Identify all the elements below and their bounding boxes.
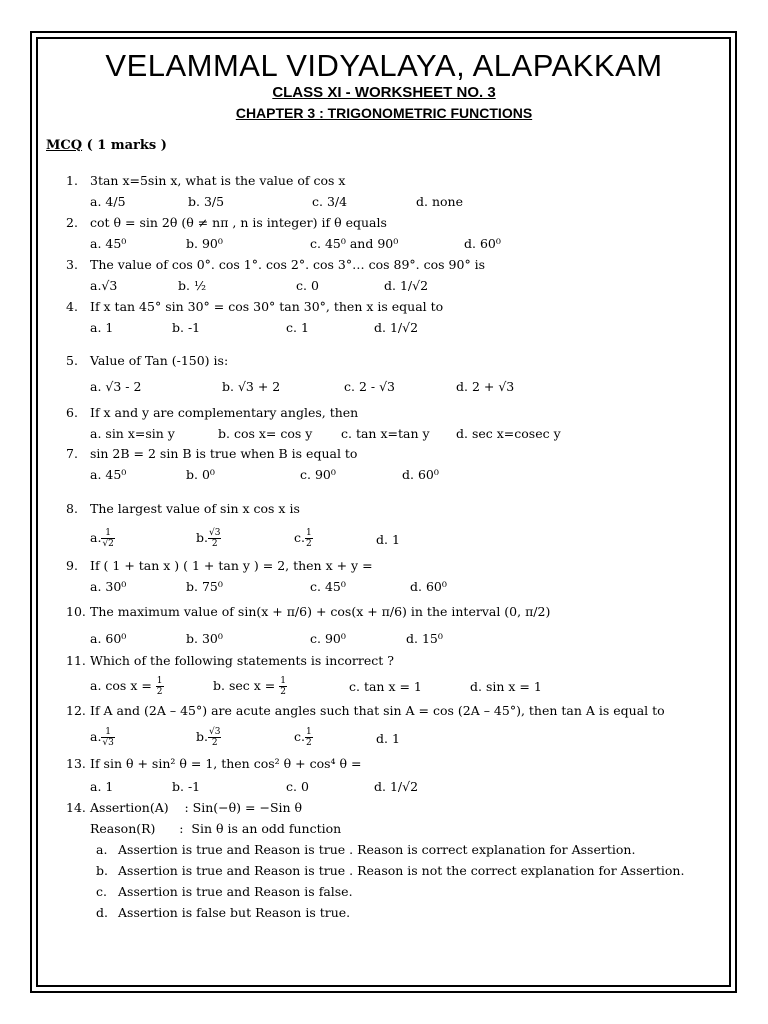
- section-heading: [46, 138, 167, 153]
- question-text: If A and (2A – 45°) are acute angles such that sin A = cos (2A – 45°), then tan A is equal to: [90, 703, 665, 718]
- question-number: 12.: [66, 703, 86, 718]
- denominator: 2: [305, 539, 312, 549]
- option-a: a. 30⁰: [90, 579, 127, 594]
- question-12: [66, 703, 665, 718]
- chapter-title: CHAPTER 3 : TRIGONOMETRIC FUNCTIONS: [235, 105, 533, 121]
- denominator: 2: [305, 738, 312, 748]
- question-number: 9.: [66, 558, 78, 573]
- option-b: b. cos x= cos y: [218, 426, 313, 441]
- option-a: [90, 727, 115, 748]
- question-number: 14.: [66, 800, 86, 815]
- option-letter: a. cos x =: [90, 678, 152, 693]
- option-c: c. 90⁰: [300, 467, 336, 482]
- question-text: If sin θ + sin² θ = 1, then cos² θ + cos⁴ θ =: [90, 756, 362, 771]
- option-a: a. sin x=sin y: [90, 426, 175, 441]
- option-b: [196, 528, 221, 549]
- question-5: [66, 353, 228, 368]
- denominator: 2: [211, 539, 218, 549]
- option-d: d. 1/√2: [374, 779, 419, 794]
- option-c: c. tan x = 1: [349, 679, 422, 694]
- numerator: 1: [305, 727, 312, 737]
- option-c: c. 3/4: [312, 194, 348, 209]
- fraction: [208, 727, 221, 748]
- choice-text: Assertion is false but Reason is true.: [118, 905, 351, 920]
- question-number: 3.: [66, 257, 78, 272]
- question-number: 4.: [66, 299, 78, 314]
- option-letter: c.: [294, 729, 305, 744]
- option-b: b. √3 + 2: [222, 379, 281, 394]
- fraction: [305, 528, 313, 549]
- option-c: c. 45⁰: [310, 579, 346, 594]
- choice-letter: b.: [96, 863, 108, 878]
- question-number: 10.: [66, 604, 86, 619]
- numerator: 1: [101, 528, 114, 539]
- choice-text: Assertion is true and Reason is true . Reason is not the correct explanation for Assertion.: [118, 863, 685, 878]
- question-text: cot θ = sin 2θ (θ ≠ nπ , n is integer) if θ equals: [90, 215, 387, 230]
- question-number: 8.: [66, 501, 78, 516]
- option-b: b. -1: [172, 320, 201, 335]
- option-a: [90, 676, 164, 697]
- option-d: d. 60⁰: [410, 579, 447, 594]
- option-a: a. 1: [90, 320, 114, 335]
- choice-text: Assertion is true and Reason is true . Reason is correct explanation for Assertion.: [118, 842, 636, 857]
- fraction: [305, 727, 313, 748]
- question-number: 2.: [66, 215, 78, 230]
- question-6: [66, 405, 358, 420]
- question-text: If x and y are complementary angles, then: [90, 405, 359, 420]
- option-b: b. 0⁰: [186, 467, 215, 482]
- denominator: 2: [156, 687, 163, 697]
- numerator: 1: [280, 676, 286, 686]
- option-d: d. 1: [376, 532, 400, 547]
- option-d: d. 60⁰: [464, 236, 501, 251]
- denominator: 2: [211, 738, 218, 748]
- option-c: c. 45⁰ and 90⁰: [310, 236, 399, 251]
- choice-letter: a.: [96, 842, 108, 857]
- option-b: b. 30⁰: [186, 631, 223, 646]
- option-d: d. 15⁰: [406, 631, 443, 646]
- question-number: 11.: [66, 653, 86, 668]
- denominator: √3: [102, 738, 114, 748]
- question-2: [66, 215, 387, 230]
- option-d: d. 1/√2: [374, 320, 419, 335]
- option-c: [294, 528, 313, 549]
- option-c: c. 90⁰: [310, 631, 346, 646]
- question-11: [66, 653, 394, 668]
- question-text: 3tan x=5sin x, what is the value of cos x: [90, 173, 346, 188]
- fraction: [156, 676, 164, 697]
- option-a: a. 60⁰: [90, 631, 127, 646]
- choice-letter: d.: [96, 905, 108, 920]
- question-3: [66, 257, 485, 272]
- question-4: [66, 299, 443, 314]
- option-d: d. sin x = 1: [470, 679, 542, 694]
- denominator: 2: [280, 687, 286, 697]
- question-7: [66, 446, 357, 461]
- question-number: 13.: [66, 756, 86, 771]
- option-b: b. 75⁰: [186, 579, 223, 594]
- option-letter: a.: [90, 530, 102, 545]
- fraction: [101, 727, 114, 748]
- option-letter: b.: [196, 530, 208, 545]
- option-a: [90, 528, 115, 549]
- question-text: If x tan 45° sin 30° = cos 30° tan 30°, then x is equal to: [90, 299, 444, 314]
- option-a: a. 45⁰: [90, 236, 127, 251]
- option-b: b. -1: [172, 779, 201, 794]
- option-c: c. 1: [286, 320, 309, 335]
- choice-text: Assertion is true and Reason is false.: [118, 884, 353, 899]
- choice-d: [96, 905, 350, 920]
- question-text: Value of Tan (-150) is:: [90, 353, 229, 368]
- question-9: [66, 558, 373, 573]
- school-title: VELAMMAL VIDYALAYA, ALAPAKKAM: [105, 48, 663, 83]
- question-text: Which of the following statements is incorrect ?: [90, 653, 394, 668]
- fraction: [101, 528, 114, 549]
- option-letter: b. sec x =: [213, 678, 276, 693]
- question-text: The maximum value of sin(x + π/6) + cos(x + π/6) in the interval (0, π/2): [90, 604, 551, 619]
- reason-text: Reason(R) : Sin θ is an odd function: [90, 821, 342, 836]
- option-d: d. 60⁰: [402, 467, 439, 482]
- option-b: b. ½: [178, 278, 207, 293]
- denominator: √2: [102, 539, 114, 549]
- question-13: [66, 756, 361, 771]
- question-text: The value of cos 0°. cos 1°. cos 2°. cos 3°… cos 89°. cos 90° is: [90, 257, 486, 272]
- question-text: The largest value of sin x cos x is: [90, 501, 300, 516]
- option-b: [213, 676, 287, 697]
- option-a: a.√3: [90, 278, 118, 293]
- question-number: 5.: [66, 353, 78, 368]
- option-c: c. 0: [296, 278, 319, 293]
- option-c: c. 0: [286, 779, 309, 794]
- numerator: √3: [208, 528, 221, 538]
- option-c: [294, 727, 313, 748]
- option-b: b. 3/5: [188, 194, 225, 209]
- question-text: If ( 1 + tan x ) ( 1 + tan y ) = 2, then x + y =: [90, 558, 373, 573]
- section-marks: ( 1 marks ): [82, 138, 167, 153]
- option-letter: a.: [90, 729, 102, 744]
- option-d: d. 1: [376, 731, 400, 746]
- choice-c: [96, 884, 353, 899]
- choice-b: [96, 863, 684, 878]
- question-number: 1.: [66, 173, 78, 188]
- option-a: a. 1: [90, 779, 114, 794]
- option-d: d. sec x=cosec y: [456, 426, 561, 441]
- section-label: MCQ: [46, 138, 83, 153]
- fraction: [208, 528, 221, 549]
- numerator: 1: [156, 676, 163, 686]
- option-d: d. 1/√2: [384, 278, 429, 293]
- option-a: a. 4/5: [90, 194, 126, 209]
- option-c: c. 2 - √3: [344, 379, 395, 394]
- option-a: a. 45⁰: [90, 467, 127, 482]
- option-d: d. 2 + √3: [456, 379, 515, 394]
- option-c: c. tan x=tan y: [341, 426, 430, 441]
- assertion-text: Assertion(A) : Sin(−θ) = −Sin θ: [90, 800, 303, 815]
- question-1: [66, 173, 345, 188]
- question-8: [66, 501, 300, 516]
- question-10: [66, 604, 550, 619]
- question-text: sin 2B = 2 sin B is true when B is equal to: [90, 446, 358, 461]
- option-a: a. √3 - 2: [90, 379, 142, 394]
- numerator: 1: [101, 727, 114, 738]
- question-number: 7.: [66, 446, 78, 461]
- option-b: [196, 727, 221, 748]
- option-letter: b.: [196, 729, 208, 744]
- choice-a: [96, 842, 635, 857]
- worksheet-title: CLASS XI - WORKSHEET NO. 3: [272, 84, 496, 101]
- question-number: 6.: [66, 405, 78, 420]
- choice-letter: c.: [96, 884, 107, 899]
- fraction: [279, 676, 287, 697]
- numerator: 1: [305, 528, 312, 538]
- option-letter: c.: [294, 530, 305, 545]
- option-b: b. 90⁰: [186, 236, 223, 251]
- numerator: √3: [208, 727, 221, 737]
- question-14: [66, 800, 302, 815]
- option-d: d. none: [416, 194, 463, 209]
